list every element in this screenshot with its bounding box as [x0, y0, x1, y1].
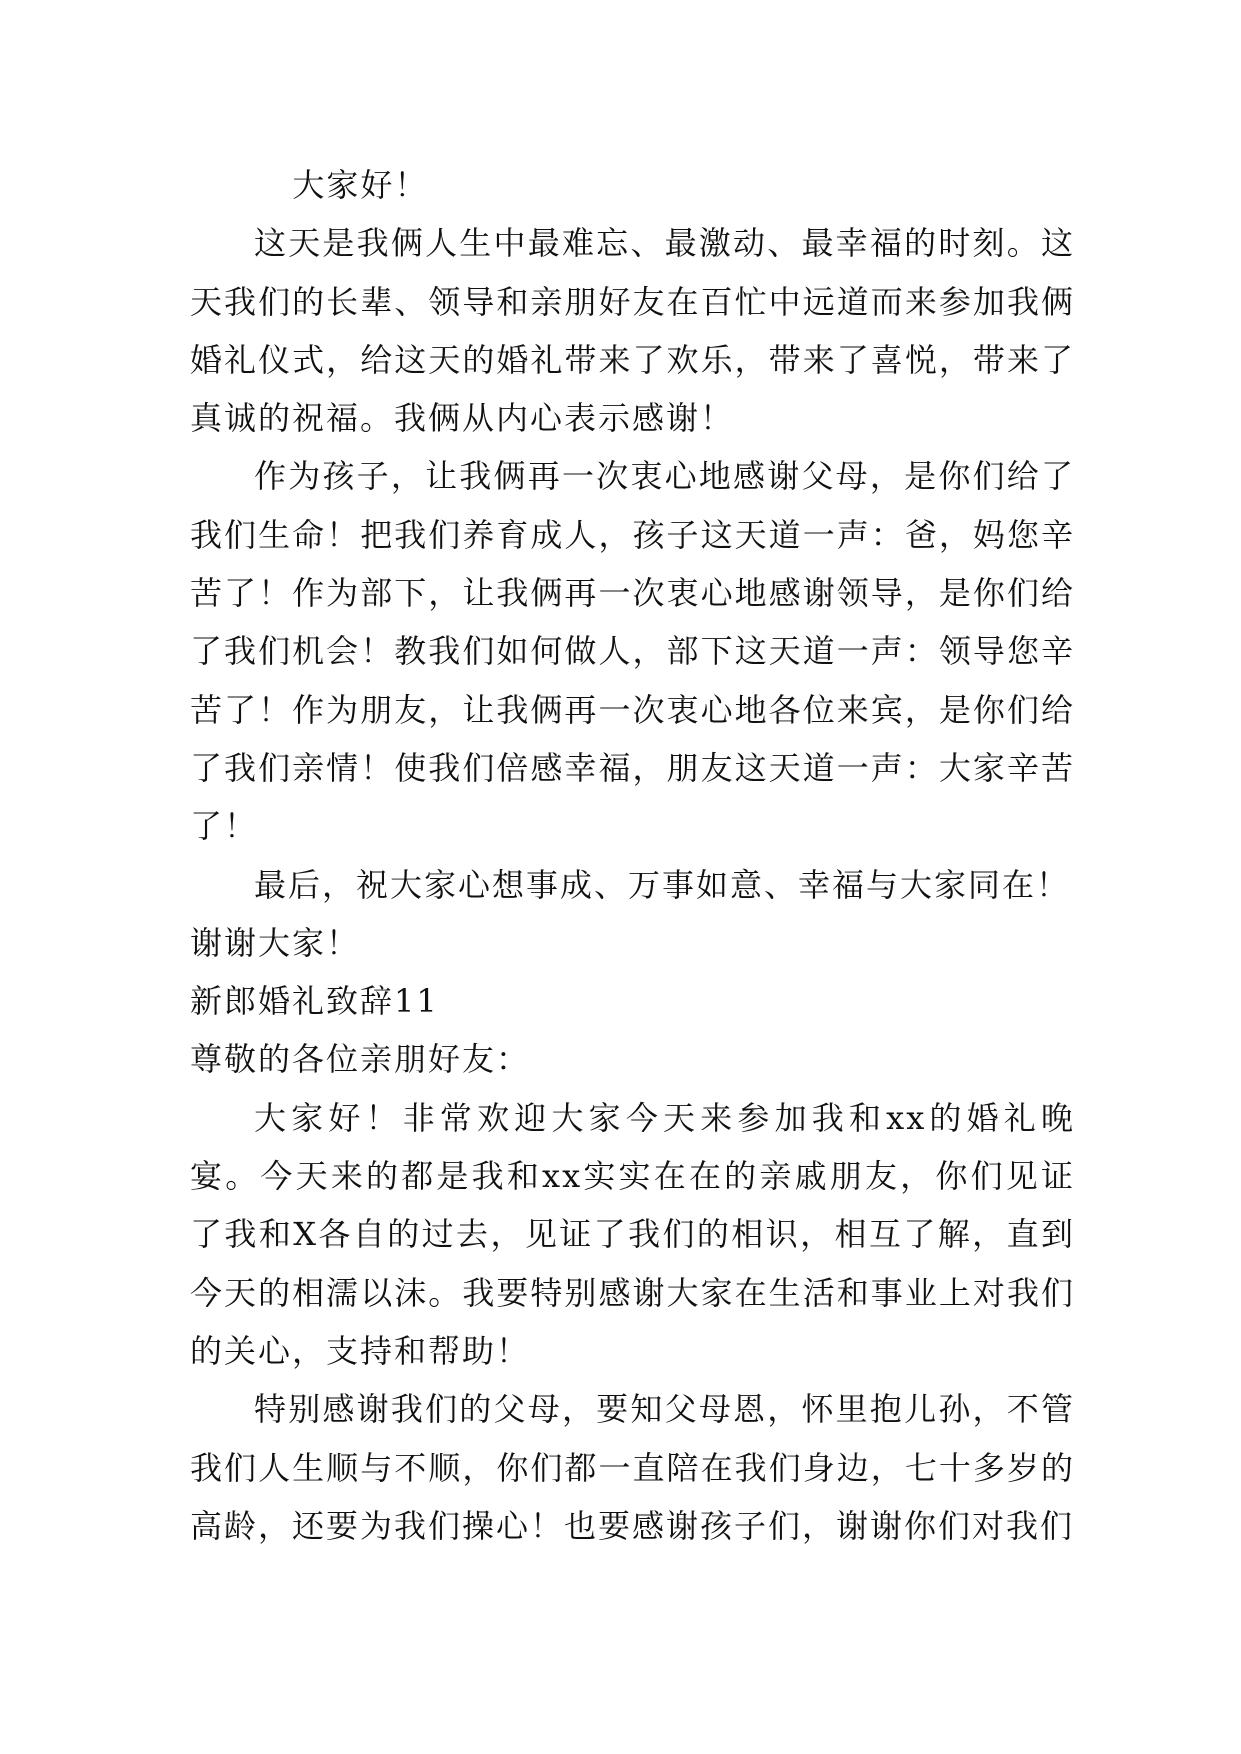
document-body — [190, 156, 1075, 1555]
parents-paragraph: 特别感谢我们的父母，要知父母恩，怀里抱儿孙，不管我们人生顺与不顺，你们都一直陪在我们身边，七十多岁的高龄，还要为我们操心！也要感谢孩子们，谢谢你们对我们 — [190, 1390, 1075, 1545]
blessing-paragraph: 最后，祝大家心想事成、万事如意、幸福与大家同在！ — [254, 865, 1071, 904]
section-heading: 新郎婚礼致辞11 — [190, 982, 439, 1021]
closing-line: 谢谢大家！ — [190, 923, 361, 962]
greeting-paragraph: 大家好！ — [292, 166, 429, 204]
thanks-paragraph: 这天是我俩人生中最难忘、最激动、最幸福的时刻。这天我们的长辈、领导和亲朋好友在百忙中远道而来参加我俩婚礼仪式，给这天的婚礼带来了欢乐，带来了喜悦，带来了真诚的祝福。我俩从内心表示感谢！ — [190, 224, 1075, 438]
gratitude-paragraph: 作为孩子，让我俩再一次衷心地感谢父母，是你们给了我们生命！把我们养育成人，孩子这天道一声：爸，妈您辛苦了！作为部下，让我俩再一次衷心地感谢领导，是你们给了我们机会！教我们如何做人，部下这天道一声：领导您辛苦了！作为朋友，让我俩再一次衷心地各位来宾，是你们给了我们亲情！使我们倍感幸福，朋友这天道一声：大家辛苦了！ — [190, 457, 1075, 846]
salutation-line: 尊敬的各位亲朋好友： — [190, 1040, 531, 1079]
welcome-paragraph: 大家好！非常欢迎大家今天来参加我和xx的婚礼晚宴。今天来的都是我和xx实实在在的亲戚朋友，你们见证了我和X各自的过去，见证了我们的相识，相互了解，直到今天的相濡以沫。我要特别感谢大家在生活和事业上对我们的关心，支持和帮助！ — [190, 1098, 1075, 1370]
